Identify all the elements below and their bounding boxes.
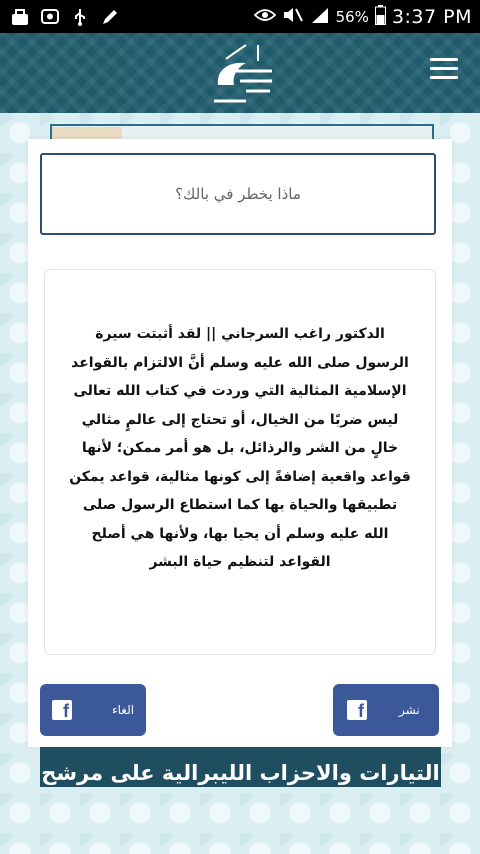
comment-input[interactable] (42, 154, 434, 234)
quote-text: الدكتور راغب السرجاني || لقد أثبتت سيرة الرسول صلى الله عليه وسلم أنَّ الالتزام بالقواعد الإسلامية المثالية التي وردت في كتاب الله تعالى ليس ضربًا من الخيال، أو تحتاج إلى عالمٍ مثالي خالٍ من الشر والرذائل، بل هو أمر ممكن؛ لأنها قواعد واقعية إضافةً إلى كونها مثالية، قواعد يمكن تطبيقها والحياة بها كما استطاع الرسول صلى الله عليه وسلم أن يحيا بها، ولأنها هي أصلح القواعد لتنظيم حياة البشر (69, 326, 411, 570)
status-bar (0, 0, 480, 33)
facebook-icon (347, 700, 367, 720)
cancel-button-label: الغاء (112, 703, 135, 717)
usb-icon (70, 7, 90, 27)
notification-icons (0, 7, 120, 27)
hamburger-icon (430, 58, 458, 61)
share-dialog (28, 139, 452, 747)
article-title: التيارات والاحزاب الليبرالية على مرشح (41, 761, 440, 785)
cancel-button[interactable] (40, 684, 146, 736)
chat-icon (40, 7, 60, 27)
comment-field[interactable] (40, 153, 436, 235)
app-logo (206, 41, 276, 105)
app-header (0, 33, 480, 113)
signal-icon (310, 6, 330, 28)
publish-button-label: نشر (399, 703, 420, 717)
article-banner[interactable] (40, 747, 441, 787)
quote-card (44, 269, 436, 655)
battery-icon (375, 5, 386, 29)
clock: 3:37 PM (391, 5, 472, 28)
battery-percent: 56% (335, 7, 369, 26)
publish-button[interactable] (333, 684, 439, 736)
menu-button[interactable] (430, 58, 458, 80)
hamburger-icon-line (430, 76, 458, 79)
facebook-icon (52, 700, 72, 720)
upload-icon (10, 7, 30, 27)
hamburger-icon-line (430, 67, 458, 70)
mute-icon (282, 6, 304, 28)
eye-icon (254, 7, 276, 26)
pencil-icon (100, 7, 120, 27)
